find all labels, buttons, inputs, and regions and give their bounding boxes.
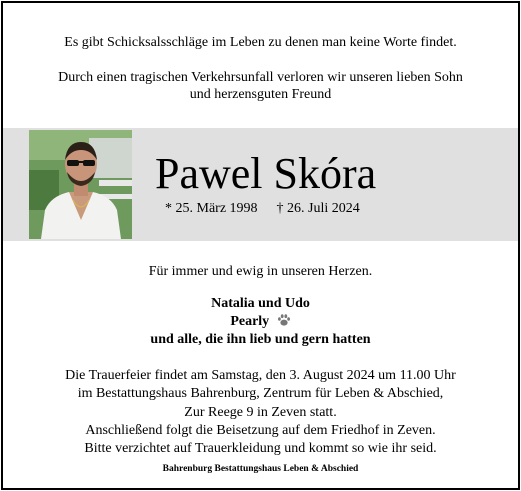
mourners-line-3: und alle, die ihn lieb und gern hatten [150, 332, 371, 347]
service-line-1: Die Trauerfeier findet am Samstag, den 3. August 2024 um 11.00 Uhr [65, 368, 456, 383]
portrait-illustration [29, 130, 132, 239]
service-line-2: im Bestattungshaus Bahrenburg, Zentrum für Leben & Abschied, [77, 386, 444, 402]
portrait-photo [29, 130, 132, 239]
obituary-notice [1, 1, 520, 490]
name-band [3, 128, 518, 241]
death-symbol: † [276, 201, 284, 216]
deceased-name: Pawel Skóra [155, 149, 377, 198]
paw-print-icon [277, 313, 291, 327]
service-details [3, 367, 518, 458]
service-line-3: Zur Reege 9 in Zeven statt. [184, 404, 337, 420]
mourners-line-2: Pearly [230, 314, 270, 329]
motto: Für immer und ewig in unseren Herzen. [148, 264, 373, 279]
mourners [3, 295, 518, 349]
intro-text-2 [3, 69, 518, 103]
intro-line-3: und herzensguten Freund [189, 87, 332, 102]
life-dates [165, 201, 360, 217]
intro-text [3, 34, 518, 51]
mourners-line-1: Natalia und Udo [211, 296, 310, 311]
mourners-line-2-wrap [3, 313, 518, 331]
birth-date: 25. März 1998 [175, 201, 258, 216]
birth-symbol: * [165, 201, 172, 216]
death-date: 26. Juli 2024 [287, 201, 360, 216]
service-line-4: Anschließend folgt die Beisetzung auf dem Friedhof in Zeven. [85, 422, 436, 438]
service-line-5: Bitte verzichtet auf Trauerkleidung und kommt so wie ihr seid. [84, 441, 437, 457]
intro-line-1: Es gibt Schicksalsschläge im Leben zu denen man keine Worte findet. [64, 35, 457, 50]
intro-line-2: Durch einen tragischen Verkehrsunfall verloren wir unseren lieben Sohn [58, 70, 463, 85]
funeral-home-footer: Bahrenburg Bestattungshaus Leben & Abschied [162, 464, 359, 474]
